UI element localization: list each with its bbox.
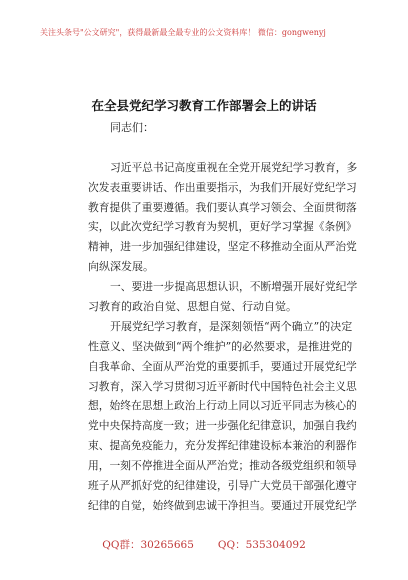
body-line: 束、提高免疫能力，充分发挥纪律建设标本兼治的利器作	[88, 439, 357, 453]
body-line: 自我革命、全面从严治党的重要抓手，要通过开展党纪学	[88, 359, 357, 373]
body-line: 性意义、坚决做到“两个维护”的必然要求，是推进党的	[88, 339, 353, 353]
section-heading-line: 习教育的政治自觉、思想自觉、行动自觉。	[88, 300, 297, 314]
body-line: 党中央保持高度一致；进一步强化纪律意识，加强自我约	[88, 419, 357, 433]
footer-qq-number: QQ：535304092	[217, 539, 306, 551]
document-title: 在全县党纪学习教育工作部署会上的讲话	[91, 98, 317, 113]
body-line: 教育提供了重要遵循。我们要认真学习领会、全面贯彻落	[88, 200, 357, 214]
body-line: 精神，进一步加强纪律建设，坚定不移推动全面从严治党	[88, 240, 357, 254]
body-line: 习教育，深入学习贯彻习近平新时代中国特色社会主义思	[88, 379, 357, 393]
body-line: 次发表重要讲话、作出重要指示，为我们开展好党纪学习	[88, 180, 357, 194]
footer-qq-group: QQ群：30265665	[102, 539, 194, 551]
header-note: 关注头条号"公文研究"，获得最新最全最专业的公文资料库！ 微信：gongwenyj	[40, 28, 326, 37]
blank-line	[88, 138, 360, 158]
body-line: 用，一刻不停推进全面从严治党；推动各级党组织和领导	[88, 459, 357, 473]
body-line: 开展党纪学习教育，是深刻领悟“两个确立”的决定	[110, 319, 353, 333]
body-line: 纪律的自觉，始终做到忠诚干净担当。要通过开展党纪学	[88, 498, 357, 512]
document-body	[88, 118, 360, 516]
body-line: 向纵深发展。	[88, 260, 154, 274]
body-line: 想，始终在思想上政治上行动上同以习近平同志为核心的	[88, 399, 357, 413]
body-line: 实，以此次党纪学习教育为契机，更好学习掌握《条例》	[88, 220, 357, 234]
body-line: 习近平总书记高度重视在全党开展党纪学习教育，多	[110, 160, 358, 174]
section-heading-line: 一、要进一步提高思想认识，不断增强开展好党纪学	[110, 280, 358, 294]
footer-contact	[0, 537, 408, 552]
salutation-line: 同志们：	[110, 121, 154, 134]
body-line: 班子从严抓好党的纪律建设，引导广大党员干部强化遵守	[88, 479, 357, 493]
